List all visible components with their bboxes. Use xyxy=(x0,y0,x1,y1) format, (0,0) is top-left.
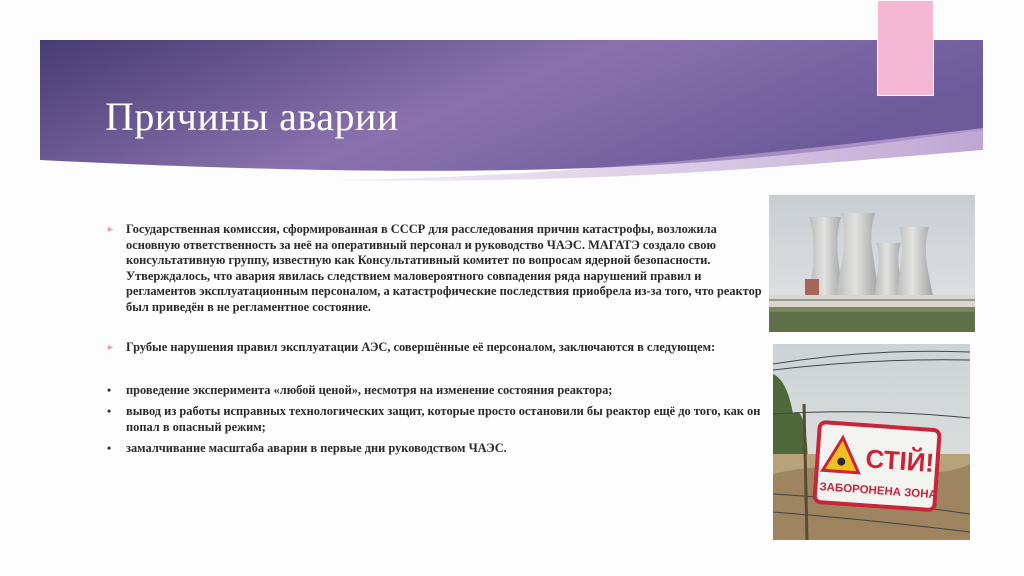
list-item-text: замалчивание масштаба аварии в первые дни руководством ЧАЭС. xyxy=(126,441,507,455)
list-item-text: проведение эксперимента «любой ценой», несмотря на изменение состояния реактора; xyxy=(126,382,613,397)
dot-bullet-icon: • xyxy=(107,382,112,397)
slide-title: Причины аварии xyxy=(105,94,399,139)
list-item xyxy=(106,404,766,435)
paragraph-text: Государственная комиссия, сформированная в СССР для расследования причин катастрофы, возложила основную ответственность за неё на оперативный персонал и руководство ЧАЭС. МАГАТЭ создало свою консультативную группу, известную как Консультативный комитет по вопросам ядерной безопасности. Утверждалось, что авария явилась следствием маловероятного совпадения ряда нарушений правил и регламентов эксплуатационным персоналом, а катастрофические последствия приобрела из-за того, что реактор был приведён в не регламентное состояние. xyxy=(126,222,762,314)
dot-bullet-icon: • xyxy=(107,404,112,418)
sign-zone-text: ЗАБОРОНЕНА ЗОНА xyxy=(819,481,938,502)
triangle-bullet-icon: ► xyxy=(106,224,115,234)
paragraph-item xyxy=(106,222,766,315)
content-area xyxy=(106,222,766,457)
list-item xyxy=(106,441,766,457)
paragraph-item xyxy=(106,340,766,356)
dot-bullet-icon: • xyxy=(107,441,112,455)
exclusion-zone-sign-photo xyxy=(773,344,970,540)
pink-accent-tab xyxy=(877,0,934,96)
sign-stop-text: СТІЙ! xyxy=(864,443,936,479)
paragraph-text: Грубые нарушения правил эксплуатации АЭС, совершённые её персоналом, заключаются в следующем: xyxy=(126,340,716,354)
list-item xyxy=(106,383,766,399)
list-item-text: вывод из работы исправных технологических защит, которые просто остановили бы реактор ещё до того, как он попал в опасный режим; xyxy=(126,404,761,434)
cooling-towers-photo xyxy=(769,195,975,332)
triangle-bullet-icon: ► xyxy=(106,342,115,352)
